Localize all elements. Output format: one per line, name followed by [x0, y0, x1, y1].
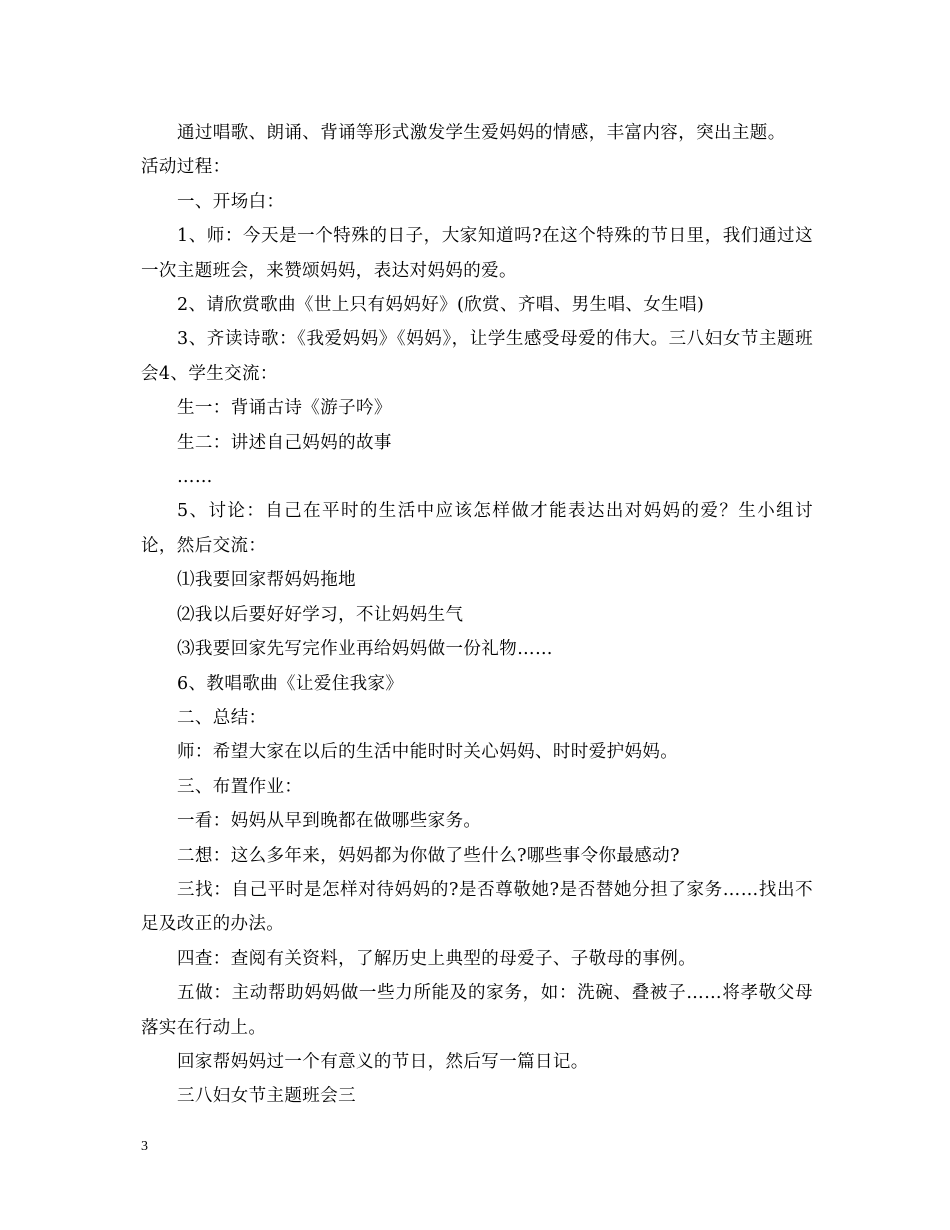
paragraph: 6、教唱歌曲《让爱住我家》	[177, 673, 404, 694]
page-number: 3	[141, 1139, 148, 1154]
paragraph: 5、讨论：自己在平时的生活中应该怎样做才能表达出对妈妈的爱？生小组讨论，然后交流：	[141, 501, 813, 556]
paragraph: 生一：背诵古诗《游子吟》	[177, 398, 392, 419]
paragraph: 五做：主动帮助妈妈做一些力所能及的家务，如：洗碗、叠被子……将孝敬父母落实在行动上。	[141, 983, 813, 1038]
paragraph: 2、请欣赏歌曲《世上只有妈妈好》(欣赏、齐唱、男生唱、女生唱)	[177, 295, 705, 316]
paragraph: 活动过程：	[141, 157, 231, 178]
paragraph: ⑴我要回家帮妈妈拖地	[177, 570, 356, 591]
paragraph: 二想：这么多年来，妈妈都为你做了些什么?哪些事令你最感动?	[177, 845, 680, 866]
paragraph: 三找：自己平时是怎样对待妈妈的?是否尊敬她?是否替她分担了家务……找出不足及改正的办法。	[141, 879, 813, 935]
paragraph: ……	[177, 467, 213, 488]
paragraph: ⑶我要回家先写完作业再给妈妈做一份礼物……	[177, 639, 553, 660]
paragraph: ⑵我以后要好好学习，不让妈妈生气	[177, 604, 464, 625]
paragraph: 一、开场白：	[177, 191, 285, 212]
paragraph: 师：希望大家在以后的生活中能时时关心妈妈、时时爱护妈妈。	[177, 742, 679, 763]
paragraph: 3、齐读诗歌：《我爱妈妈》《妈妈》，让学生感受母爱的伟大。三八妇女节主题班会4、学生交流：	[141, 329, 813, 384]
paragraph: 生二：讲述自己妈妈的故事	[177, 432, 392, 453]
paragraph: 一看：妈妈从早到晚都在做哪些家务。	[177, 811, 482, 832]
paragraph: 1、师：今天是一个特殊的日子，大家知道吗?在这个特殊的节日里，我们通过这一次主题班会，来赞颂妈妈，表达对妈妈的爱。	[141, 226, 813, 281]
paragraph: 通过唱歌、朗诵、背诵等形式激发学生爱妈妈的情感，丰富内容，突出主题。	[177, 123, 786, 143]
paragraph: 四查：查阅有关资料，了解历史上典型的母爱子、子敬母的事例。	[177, 948, 697, 969]
paragraph: 回家帮妈妈过一个有意义的节日，然后写一篇日记。	[177, 1051, 589, 1072]
paragraph: 三八妇女节主题班会三	[177, 1086, 356, 1107]
paragraph: 三、布置作业：	[177, 776, 303, 797]
paragraph: 二、总结：	[177, 707, 267, 728]
document-body	[141, 116, 813, 1114]
